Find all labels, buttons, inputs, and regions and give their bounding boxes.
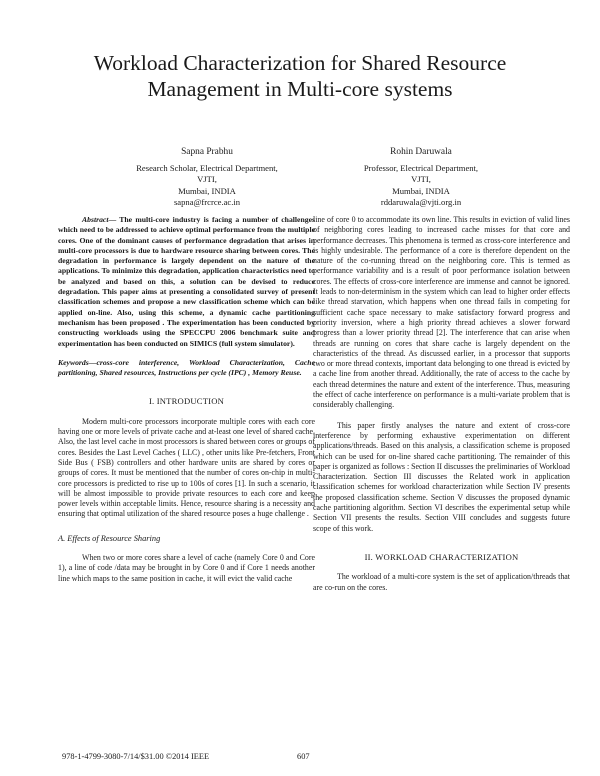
keywords-label: Keywords: [58, 357, 89, 367]
paragraph: This paper firstly analyses the nature and extent of cross-core interference by performing exhaustive experimentation on different applications/threads. Based on this analysis, a classification scheme is proposed which can be used for on-line shared cache partitioning. The remainder of this paper is organized as follows : Section II discusses the preliminaries of Workload Characterization. Section III discusses the Related work in application classification schemes for workload characterization while Section IV presents the proposed classification scheme. Section V discusses the proposed dynamic cache partitioning algorithm. Section VI describes the experimental setup while Section VII presents the results. Section VIII concludes and suggests future scope of this work.: [313, 420, 570, 533]
keywords: [58, 358, 315, 379]
left-column: [58, 215, 315, 584]
paragraph: line of core 0 to accommodate its own line. This results in eviction of valid lines of neighboring cores leading to increased cache misses for that core and performance decreases. This phenomena is termed as cross-core interference and is highly undesirable. The performance of a core is therefore dependent on the nature of the co-running thread on the neighboring core. This is termed as performance variability and is a result of poor performance isolation between cores. The effects of cross-core interference are immense and cannot be ignored. It leads to non-determinism in the system which can lead to higher order effects like thread starvation, which happens when one thread fails in competing for sufficient cache space necessary to make satisfactory forward progress and priority inversion, where a high priority thread achieves a slower forward progress than a lower priority thread [2]. The interference that can arise when threads are running on cores that share cache is largely dependent on the characteristics of the thread. As discussed earlier, in a processor that supports two or more thread contexts, important data belonging to one thread is evicted by a cache line from another thread. Additionally, the rate of access to the cache by each thread determines the nature and extent of the interference. Thus, measuring the effect of cache interference on performance is a multi-variate problem that is considerably challenging.: [313, 215, 570, 410]
paragraph: The workload of a multi-core system is the set of application/threads that are co-run on the cores.: [313, 572, 570, 592]
author-institution: VJTI,: [411, 174, 431, 185]
abstract-label: Abstract: [82, 215, 109, 224]
author-institution: VJTI,: [197, 174, 217, 185]
keywords-text: —cross-core interference, Workload Characterization, Cache partitioning, Shared resources, Instructions per cycle (IPC) , Memory Reuse.: [58, 357, 315, 378]
author-city: Mumbai, INDIA: [392, 185, 450, 196]
author-city: Mumbai, INDIA: [178, 185, 236, 196]
author-name: Sapna Prabhu: [181, 147, 233, 157]
paragraph: When two or more cores share a level of cache (namely Core 0 and Core 1), a line of code /data may be brought in by Core 0 and if Core 1 needs another line which maps to the same position in cache, it will evict the valid cache: [58, 553, 315, 583]
author-name: Rohin Daruwala: [390, 147, 452, 157]
author-role: Professor, Electrical Department,: [363, 162, 479, 173]
author-email: sapna@frcrce.ac.in: [173, 197, 241, 208]
author-block-2: [311, 147, 531, 209]
page-number: 607: [297, 752, 310, 761]
section-heading-introduction: I. INTRODUCTION: [148, 396, 225, 407]
author-role: Research Scholar, Electrical Department,: [136, 162, 278, 173]
right-column: [313, 215, 570, 593]
subsection-heading-effects: A. Effects of Resource Sharing: [58, 533, 161, 543]
author-block-1: [97, 147, 317, 209]
paragraph: Modern multi-core processors incorporate multiple cores with each core having one or more levels of private cache and at-least one level of shared cache. Also, the last level cache in most processors is shared between cores or groups of cores. Besides the Last Level Caches ( LLC) , other units like Pre-fetchers, Front Side Bus ( FSB) controllers and other hardware units are shared by cores or groups of cores. It must be mentioned that the number of cores on-chip in multi-core processors is predicted to rise up to 100s of cores [1]. In such a scenario, it will be almost impossible to provide private resources to each core and keep power levels within acceptable limits. Hence, resource sharing is a necessity and ensuring that optimal utilization of the shared resource poses a huge challenge .: [58, 416, 315, 519]
footer-isbn: 978-1-4799-3080-7/14/$31.00 ©2014 IEEE: [62, 752, 210, 761]
author-email: rddaruwala@vjti.org.in: [380, 197, 462, 208]
section-heading-workload: II. WORKLOAD CHARACTERIZATION: [364, 551, 519, 562]
abstract-text: — The multi-core industry is facing a number of challenges which need to be addressed to achieve optimal performance from the multiple cores. One of the dominant causes of performance degradation that arises in multi-core processors is due to hardware resource sharing between cores. The degradation in performance is largely dependent on the nature of the applications. To minimize this degradation, application characteristics need to be analyzed and based on this, a solution can be devised to reduce degradation. This paper aims at presenting a consolidated survey of present classification schemes and propose a new classification scheme which can be applied on-line. Also, using this scheme, a dynamic cache partitioning mechanism has been proposed . The experimentation has been conducted by constructing workloads using the SPECCPU 2006 benchmark suite and experimentation has been conducted on SIMICS (full system simulator).: [58, 215, 315, 348]
abstract: [58, 215, 315, 349]
paper-title: Workload Characterization for Shared Resource Management in Multi-core systems: [93, 51, 507, 101]
